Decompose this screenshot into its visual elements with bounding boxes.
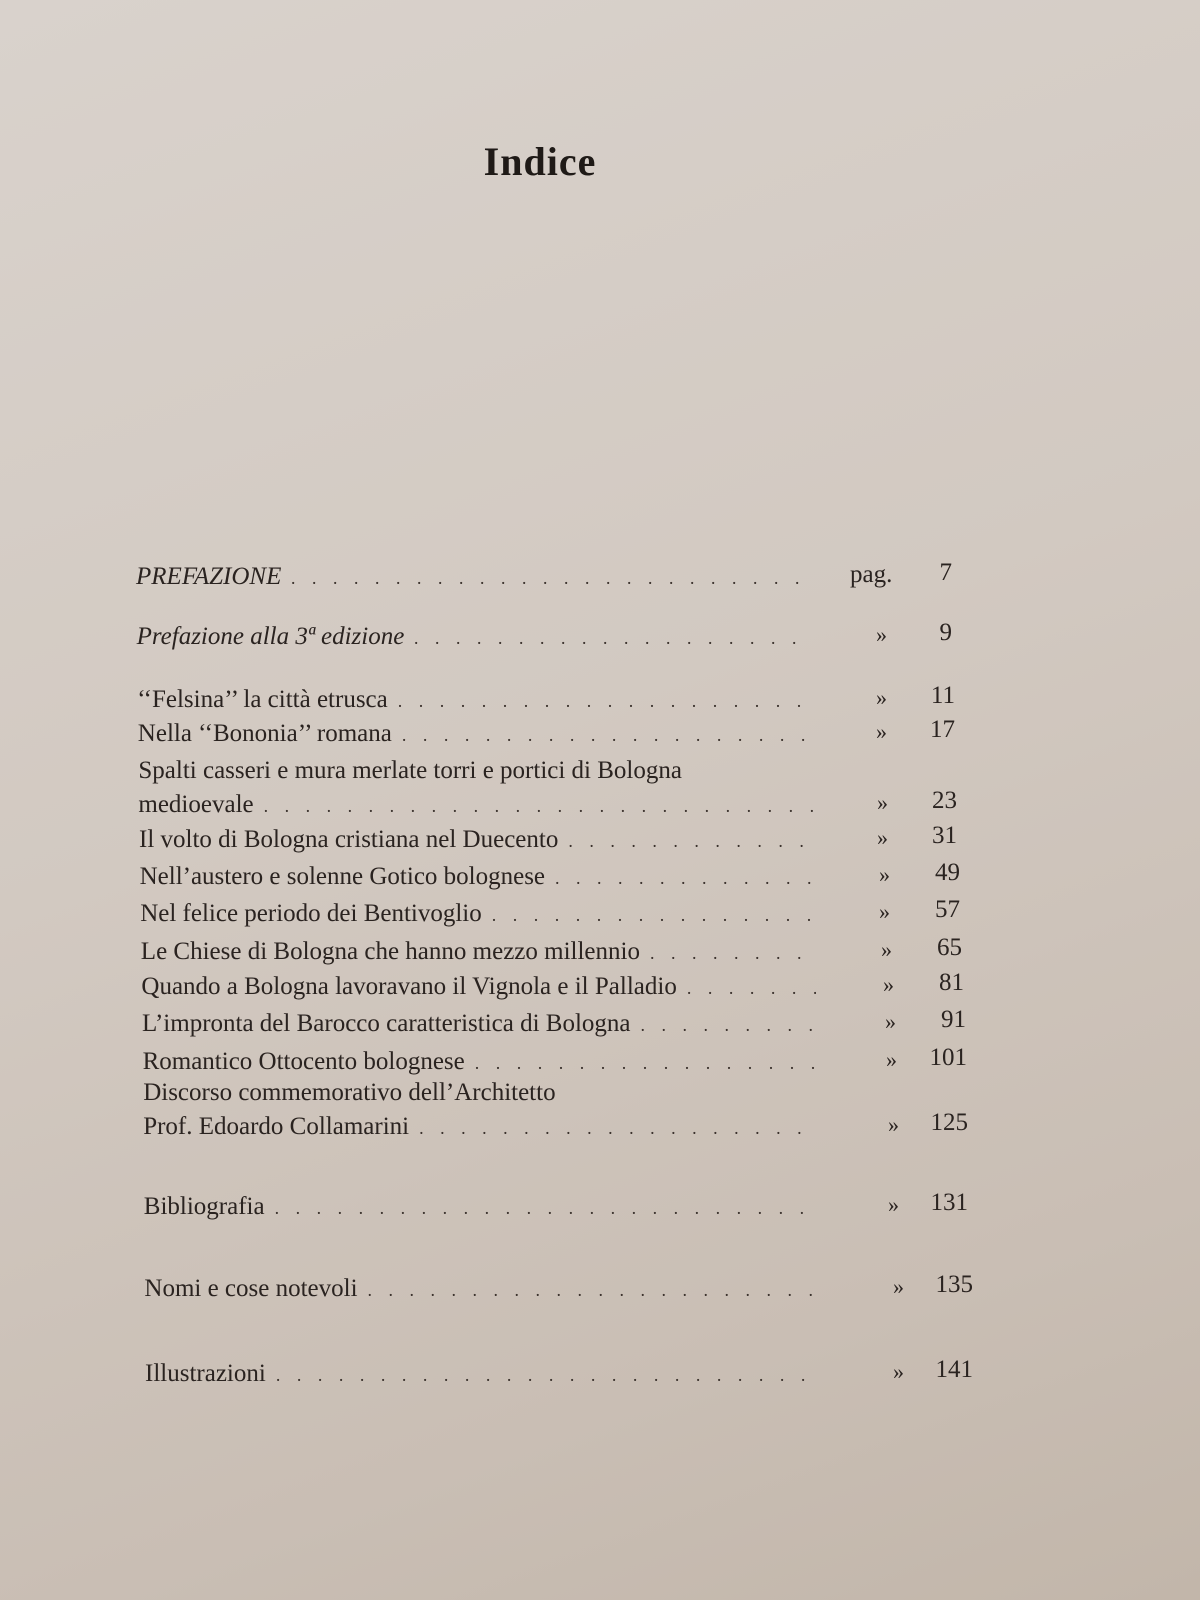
toc-page-number: 141 <box>935 1356 973 1383</box>
dot-leader <box>475 1046 818 1080</box>
toc-page-number: 11 <box>930 682 955 709</box>
dot-leader <box>402 718 813 752</box>
toc-entry-title: Nella ‘‘Bononia’’ romana <box>137 720 392 747</box>
continuation-mark: » <box>881 937 892 962</box>
continuation-mark: » <box>883 972 894 997</box>
continuation-mark: » <box>876 685 887 710</box>
page-title: Indice <box>483 139 597 184</box>
dot-leader <box>650 936 816 970</box>
toc-entry <box>143 1076 818 1145</box>
toc-entry-title: Bibliografia <box>143 1193 265 1220</box>
toc-entry <box>144 1272 819 1307</box>
dot-leader <box>414 621 811 655</box>
toc-page-number: 81 <box>939 969 964 996</box>
toc-page-number: 7 <box>939 559 952 586</box>
continuation-mark: » <box>885 1009 896 1034</box>
toc-entry-title: Nell’austero e solenne Gotico bolognese <box>139 863 546 890</box>
dot-leader <box>687 971 817 1005</box>
toc-entry-title: Prefazione alla 3ª edizione <box>136 623 405 650</box>
continuation-mark: » <box>888 1112 899 1137</box>
toc-entry <box>140 897 815 932</box>
toc-entry-title-line: Spalti casseri e mura merlate torri e portici di Bologna <box>138 757 682 784</box>
toc-entry <box>144 1190 819 1225</box>
dot-leader <box>368 1273 820 1307</box>
continuation-mark: » <box>879 899 890 924</box>
dot-leader <box>555 861 815 895</box>
toc-entry-title-line: Discorso commemorativo dell’Architetto <box>143 1079 556 1106</box>
toc-entry <box>140 860 815 895</box>
toc-entry-title: medioevale <box>138 791 254 818</box>
toc-entry <box>143 1045 818 1080</box>
dot-leader <box>264 789 814 823</box>
toc-page-number: 9 <box>939 619 952 646</box>
toc-entry-title: Illustrazioni <box>145 1360 266 1387</box>
toc-page-number: 49 <box>935 859 960 886</box>
toc-page-number: 101 <box>929 1044 967 1071</box>
toc-page-number: 57 <box>935 896 960 923</box>
continuation-mark: » <box>886 1047 897 1072</box>
dot-leader <box>291 561 811 595</box>
continuation-mark: » <box>876 719 887 744</box>
toc-entry-title: Prof. Edoardo Collamarini <box>143 1113 410 1140</box>
toc-entry-title: Quando a Bologna lavoravano il Vignola e il Palladio <box>141 973 677 1000</box>
toc-page-number: 31 <box>932 822 957 849</box>
toc-entry <box>137 620 812 655</box>
dot-leader <box>568 824 814 858</box>
dot-leader <box>641 1008 818 1042</box>
continuation-mark: » <box>893 1359 904 1384</box>
toc-page-number: 23 <box>932 787 957 814</box>
dot-leader <box>398 684 812 718</box>
toc-entry-title: Nel felice periodo dei Bentivoglio <box>140 900 482 927</box>
toc-entry <box>139 823 814 858</box>
toc-entry <box>141 935 816 970</box>
toc-page-number: 65 <box>937 934 962 961</box>
dot-leader <box>492 898 815 932</box>
toc-entry-title: ‘‘Felsina’’ la città etrusca <box>137 686 388 713</box>
continuation-mark: » <box>877 825 888 850</box>
dot-leader <box>419 1111 818 1145</box>
continuation-mark: » <box>879 862 890 887</box>
page-label: pag. <box>850 561 893 588</box>
toc-entry-title: Il volto di Bologna cristiana nel Duecento <box>139 826 559 853</box>
continuation-mark: » <box>877 790 888 815</box>
toc-entry-title: PREFAZIONE <box>136 563 282 590</box>
toc-entry <box>142 1007 817 1042</box>
toc-entry-title: Le Chiese di Bologna che hanno mezzo millennio <box>140 938 640 965</box>
toc-page-number: 135 <box>935 1271 973 1298</box>
dot-leader <box>275 1191 819 1225</box>
toc-entry <box>136 560 811 595</box>
toc-entry <box>145 1357 820 1392</box>
toc-page-number: 131 <box>930 1189 968 1216</box>
toc-page-number: 91 <box>941 1006 966 1033</box>
toc-entry <box>138 717 813 752</box>
continuation-mark: » <box>893 1274 904 1299</box>
continuation-mark: » <box>876 622 887 647</box>
toc-entry-title: Nomi e cose notevoli <box>144 1275 358 1302</box>
toc-entry-title: Romantico Ottocento bolognese <box>142 1048 465 1075</box>
dot-leader <box>276 1358 820 1392</box>
toc-page-number: 17 <box>930 716 955 743</box>
toc-entry-title: L’impronta del Barocco caratteristica di Bologna <box>142 1010 631 1037</box>
toc-entry <box>138 754 813 823</box>
toc-entry <box>141 970 816 1005</box>
toc-page-number: 125 <box>930 1109 968 1136</box>
continuation-mark: » <box>888 1192 899 1217</box>
toc-entry <box>137 683 812 718</box>
